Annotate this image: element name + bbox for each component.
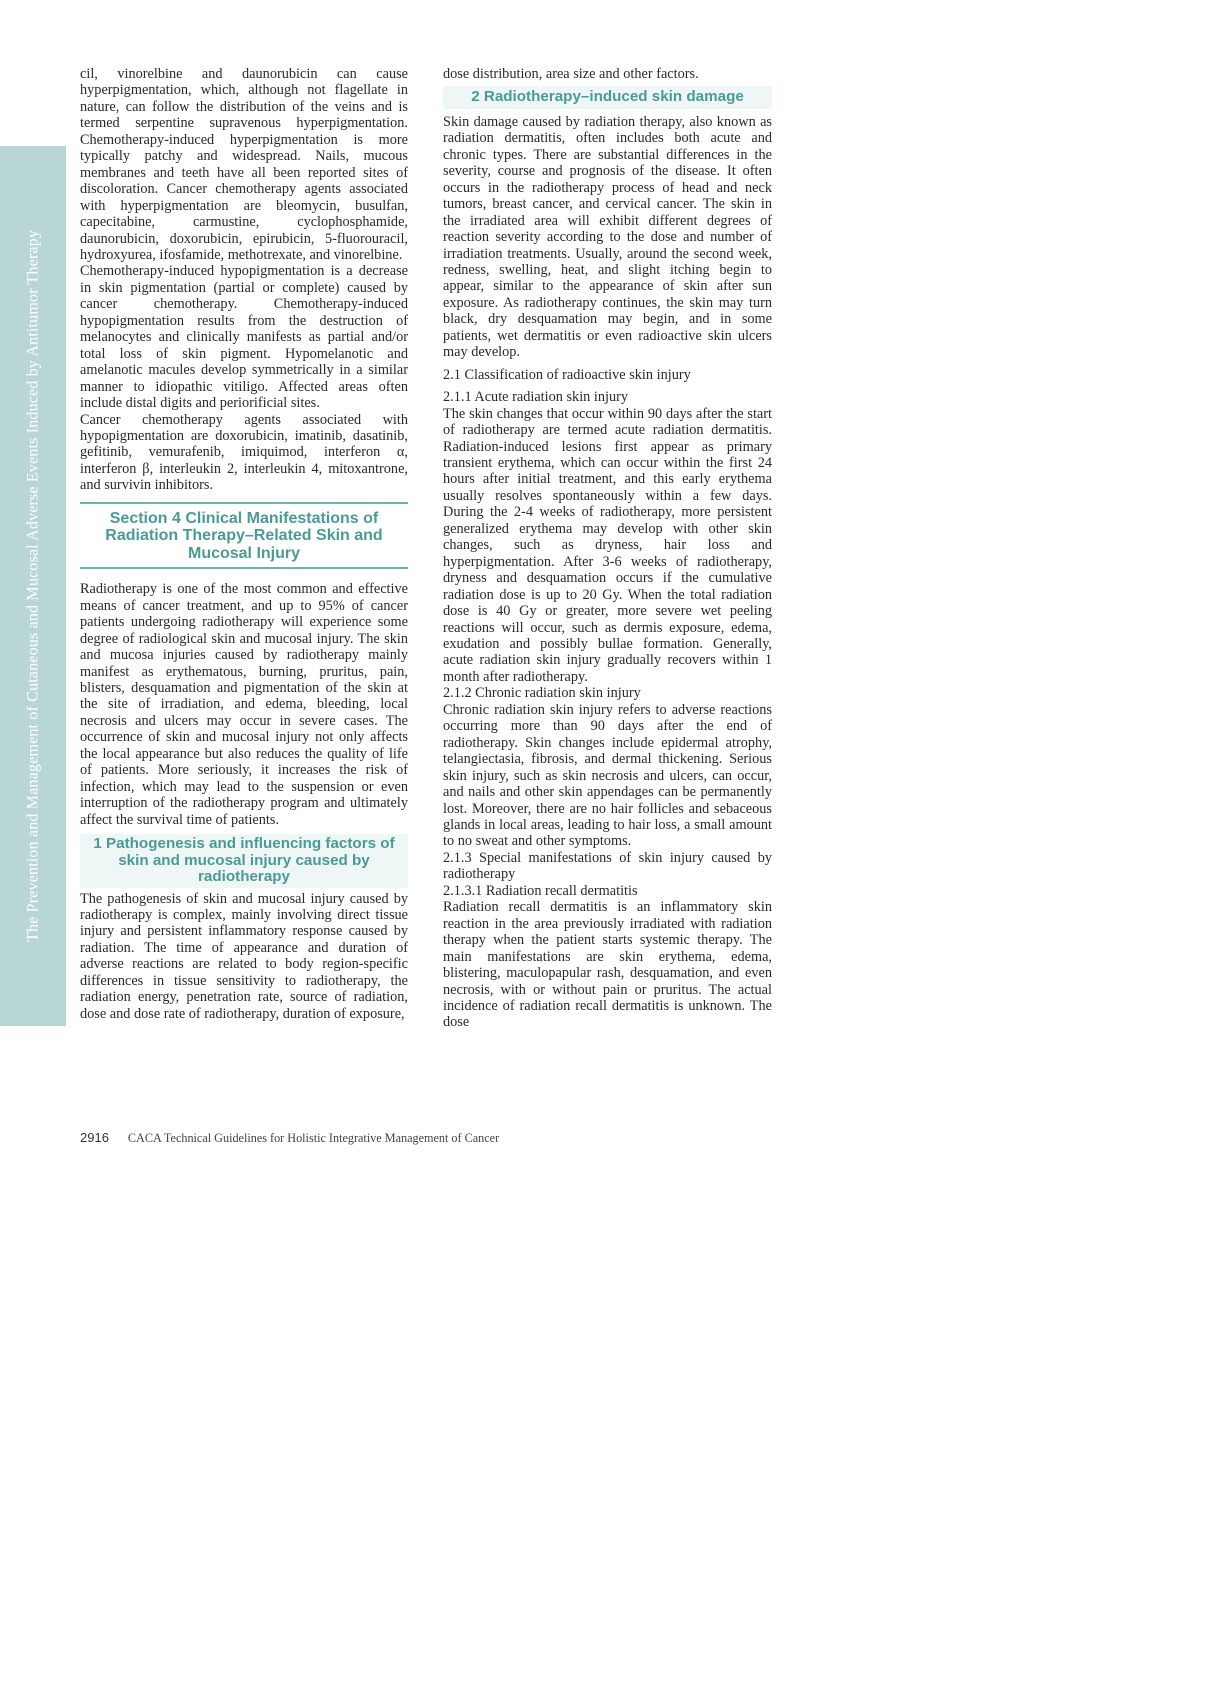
heading-chronic-injury: 2.1.2 Chronic radiation skin injury [443,685,641,702]
heading-pathogenesis: 1 Pathogenesis and influencing factors of skin and mucosal injury caused by radiotherapy [80,834,408,888]
paragraph-acute-injury: The skin changes that occur within 90 days after the start of radiotherapy are termed acute radiation dermatitis. Radiation-induced lesions first appear as primary transient erythema, which can occur within the first 24 hours after initial treatment, and this early erythema usually resolves spontaneously within a few days. During the 2-4 weeks of radiotherapy, more persistent generalized erythema may develop with other skin changes, such as dryness, hair loss and hyperpigmentation. After 3-6 weeks of radiotherapy, dryness and desquamation occurs if the cumulative radiation dose is up to 20 Gy. When the total radiation dose is 40 Gy or greater, more severe wet peeling reactions will occur, such as dermis exposure, edema, exudation and possibly bullae formation. Generally, acute radiation skin injury gradually recovers within 1 month after radiotherapy. [443,405,772,685]
heading-radiotherapy-skin-damage: 2 Radiotherapy–induced skin damage [443,86,772,109]
paragraph-pathogenesis: The pathogenesis of skin and mucosal injury caused by radiotherapy is complex, mainly involving direct tissue injury and persistent inflammatory response caused by radiation. The time of appearance and duration of adverse reactions are related to body region-specific differences in tissue sensitivity to radiotherapy, the radiation energy, penetration rate, source of radiation, dose and dose rate of radiotherapy, duration of exposure, [80,890,408,1022]
heading-acute-injury: 2.1.1 Acute radiation skin injury [443,389,629,406]
left-column [80,66,408,1022]
section-4-heading: Section 4 Clinical Manifestations of Radiation Therapy–Related Skin and Mucosal Injury [80,502,408,570]
right-column [443,66,772,1031]
heading-radiation-recall: 2.1.3.1 Radiation recall dermatitis [443,882,638,899]
page-number: 2916 [80,1130,109,1145]
paragraph-skin-damage: Skin damage caused by radiation therapy, also known as radiation dermatitis, often includes both acute and chronic types. There are substantial differences in the severity, course and prognosis of the disease. It often occurs in the radiotherapy process of head and neck tumors, breast cancer, and cervical cancer. The skin in the irradiated area will exhibit different degrees of reaction severity according to the dose and number of irradiation treatments. Usually, around the second week, redness, swelling, heat, and slight itching begin to appear, similar to the appearance of skin after sun exposure. As radiotherapy continues, the skin may turn black, dry desquamation may begin, and in some patients, wet dermatitis or even radioactive skin ulcers may develop. [443,113,772,361]
paragraph-radiotherapy-intro: Radiotherapy is one of the most common and effective means of cancer treatment, and up to 95% of cancer patients undergoing radiotherapy will experience some degree of radiological skin and mucosal injury. The skin and mucosa injuries caused by radiotherapy mainly manifest as erythematous, burning, pruritus, pain, blisters, desquamation and pigmentation of the skin at the site of irradiation, and edema, bleeding, local necrosis and ulcers may occur in severe cases. The occurrence of skin and mucosal injury not only affects the local appearance but also reduces the quality of life of patients. More seriously, it increases the risk of infection, which may lead to the suspension or even interruption of the radiotherapy program and ultimately affect the survival time of patients. [80,581,408,828]
heading-classification: 2.1 Classification of radioactive skin injury [443,366,691,383]
paragraph-hypopigmentation-agents: Cancer chemotherapy agents associated with hypopigmentation are doxorubicin, imatinib, dasatinib, gefitinib, vemurafenib, imiquimod, interferon α, interferon β, interleukin 2, interleukin 4, mitoxantrone, and survivin inhibitors. [80,411,408,494]
heading-special-manifestations: 2.1.3 Special manifestations of skin injury caused by radiotherapy [443,849,772,883]
paragraph-hypopigmentation: Chemotherapy-induced hypopigmentation is a decrease in skin pigmentation (partial or complete) caused by cancer chemotherapy. Chemotherapy-induced hypopigmentation results from the destruction of melanocytes and clinically manifests as partial and/or total loss of skin pigment. Hypomelanotic and amelanotic macules develop symmetrically in a similar manner to idiopathic vitiligo. Affected areas often include distal digits and periorificial sites. [80,263,408,412]
page-footer [80,1130,499,1146]
paragraph-hyperpigmentation: cil, vinorelbine and daunorubicin can cause hyperpigmentation, which, although not flagellate in nature, can follow the distribution of the veins and is termed serpentine supravenous hyperpigmentation. Chemotherapy-induced hyperpigmentation is more typically patchy and widespread. Nails, mucous membranes and teeth have all been reported sites of discoloration. Cancer chemotherapy agents associated with hyperpigmentation are bleomycin, busulfan, capecitabine, carmustine, cyclophosphamide, daunorubicin, doxorubicin, epirubicin, 5-fluorouracil, hydroxyurea, ifosfamide, methotrexate, and vinorelbine. [80,66,408,263]
running-title: The Prevention and Management of Cutaneous and Mucosal Adverse Events Induced by Antitumor Therapy [23,229,42,943]
paragraph-chronic-injury: Chronic radiation skin injury refers to adverse reactions occurring more than 90 days after the end of radiotherapy. Skin changes include epidermal atrophy, telangiectasia, fibrosis, and dermal thickening. Serious skin injury, such as skin necrosis and ulcers, can occur, and nails and other skin appendages can be permanently lost. Moreover, there are no hair follicles and sebaceous glands in local areas, leading to hair loss, a small amount to no sweat and other symptoms. [443,701,772,850]
running-title-sidebar [0,146,66,1026]
book-title: CACA Technical Guidelines for Holistic Integrative Management of Cancer [127,1131,500,1145]
paragraph-radiation-recall: Radiation recall dermatitis is an inflammatory skin reaction in the area previously irradiated with radiation therapy when the patient starts systemic therapy. The main manifestations are skin erythema, edema, blistering, maculopapular rash, desquamation, and even necrosis, with or without pain or pruritus. The actual incidence of radiation recall dermatitis is unknown. The dose [443,899,772,1031]
paragraph-continuation: dose distribution, area size and other factors. [443,66,699,82]
